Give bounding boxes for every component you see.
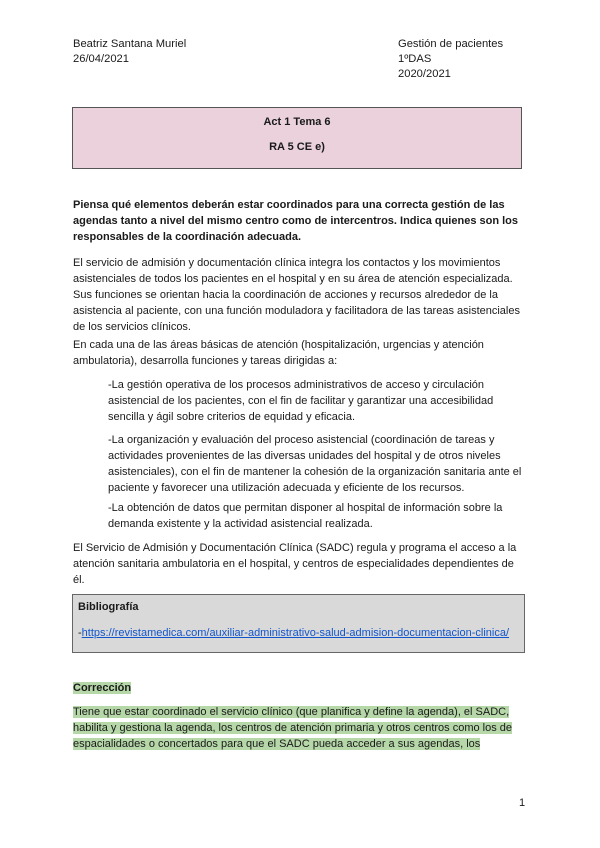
paragraph-2: En cada una de las áreas básicas de atención (hospitalización, urgencias y atención ambulatoria), desarrolla funciones y tareas dirigidas a: (73, 339, 484, 367)
correction-body (73, 704, 525, 752)
correction-line-1: Tiene que estar coordinado el servicio clínico (que planifica y define la agenda), el SADC, (73, 706, 510, 718)
page-number: 1 (519, 797, 526, 809)
header-right (398, 37, 503, 82)
author-name: Beatriz Santana Muriel (73, 38, 187, 50)
paragraph-3: El Servicio de Admisión y Documentación Clínica (SADC) regula y programa el acceso a la atención sanitaria ambulatoria en el hospital, y centros de especialidades dependientes de él. (73, 542, 517, 586)
course-name: 1ºDAS (398, 53, 432, 65)
correction-title-label: Corrección (73, 682, 132, 694)
correction-line-2: habilita y gestiona la agenda, los centros de atención primaria y otros centros como los de (73, 722, 513, 734)
bullet-item-1: -La gestión operativa de los procesos administrativos de acceso y circulación asistencial de los pacientes, con el fin de facilitar y garantizar una accesibilidad sencilla y ágil sobre criterios de equidad y eficacia. (108, 379, 494, 423)
academic-year: 2020/2021 (398, 68, 451, 80)
title-box (72, 107, 522, 169)
question-text: Piensa qué elementos deberán estar coordinados para una correcta gestión de las agendas tanto a nivel del mismo centro como de intercentros. Indica quienes son los responsables de la coordinación adecuada. (73, 199, 518, 243)
bibliography-entry (78, 627, 509, 639)
bullet-item-3: -La obtención de datos que permitan disponer al hospital de información sobre la demanda existente y la actividad asistencial realizada. (108, 502, 503, 530)
bullet-item-2: -La organización y evaluación del proceso asistencial (coordinación de tareas y actividades provenientes de las diversas unidades del hospital y de otros niveles asistenciales), con el fin de mantener la cohesión de la organización sanitaria ante el paciente y favorecer una utilización adecuada y eficiente de los recursos. (108, 434, 522, 494)
activity-title: Act 1 Tema 6 (263, 116, 331, 128)
document-date: 26/04/2021 (73, 53, 129, 65)
bibliography-title: Bibliografía (78, 601, 139, 613)
paragraph-1: El servicio de admisión y documentación clínica integra los contactos y los movimientos asistenciales de todos los pacientes en el hospital y en su área de atención especializada. Sus funciones se orientan hacia la coordinación de acciones y recursos alrededor de la asistencia al paciente, con una función moduladora y facilitadora de las tareas asistenciales de los servicios clínicos. (73, 257, 520, 333)
header-left (73, 37, 186, 67)
bibliography-box (72, 594, 525, 653)
subject-name: Gestión de pacientes (398, 38, 504, 50)
correction-line-3: espacialidades o concertados para que el SADC pueda acceder a sus agendas, los (73, 738, 481, 750)
activity-subtitle: RA 5 CE e) (269, 141, 325, 153)
bibliography-link[interactable]: https://revistamedica.com/auxiliar-administrativo-salud-admision-documentacion-clinica/ (81, 627, 510, 639)
bibliography-dash: - (78, 627, 82, 639)
correction-title (73, 680, 525, 696)
